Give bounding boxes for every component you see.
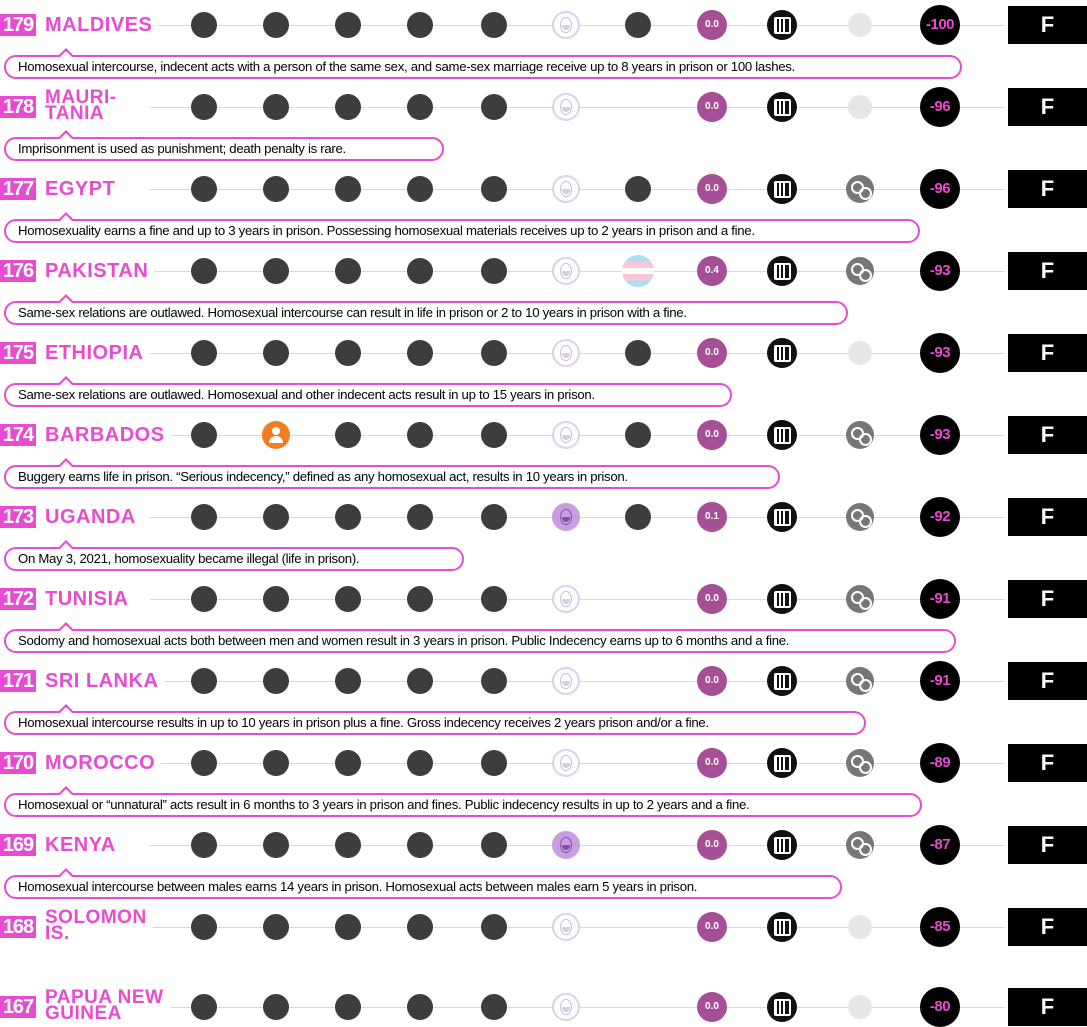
law-note: Homosexual or “unnatural” acts result in 6 months to 3 years in prison and fines. Public indecency results in up to 2 years and a fine. [4,793,922,817]
criterion-dot [407,176,433,202]
criterion-dot [481,12,507,38]
criterion-dot [481,750,507,776]
criterion-dot [191,94,217,120]
face-icon [552,11,580,39]
country-row [0,662,1087,700]
grade-box: F [1008,988,1087,1026]
country-row [0,170,1087,208]
criterion-dot [191,750,217,776]
country-row [0,6,1087,44]
prison-icon [767,992,797,1022]
law-note: Sodomy and homosexual acts both between men and women result in 3 years in prison. Public Indecency earns up to 6 months and a fine. [4,629,956,653]
criterion-dot [481,832,507,858]
grade-box: F [1008,908,1087,946]
rank-badge: 174 [0,424,36,446]
country-row [0,416,1087,454]
criterion-dot [481,340,507,366]
face-icon [552,913,580,941]
rank-badge: 173 [0,506,36,528]
law-note: Buggery earns life in prison. “Serious indecency,” defined as any homosexual act, results in 10 years in prison. [4,465,780,489]
criterion-dot [263,586,289,612]
criterion-dot [191,258,217,284]
total-score: -92 [920,497,960,537]
prison-icon [767,830,797,860]
law-note: Homosexual intercourse, indecent acts with a person of the same sex, and same-sex marriage receive up to 8 years in prison or 100 lashes. [4,55,962,79]
handcuffs-icon [846,421,874,449]
country-row [0,988,1087,1026]
total-score: -100 [920,5,960,45]
face-icon [552,749,580,777]
criterion-dot [625,422,651,448]
criterion-dot [335,914,361,940]
country-name: MAURI- TANIA [45,90,123,122]
face-icon [552,175,580,203]
criterion-dot [335,586,361,612]
criterion-dot [481,504,507,530]
face-icon [552,831,580,859]
grade-box: F [1008,662,1087,700]
criterion-dot [335,94,361,120]
rank-badge: 176 [0,260,36,282]
criterion-dot [191,504,217,530]
grade-box: F [1008,744,1087,782]
face-icon [552,257,580,285]
total-score: -85 [920,907,960,947]
criterion-dot [481,422,507,448]
face-icon [552,667,580,695]
grade-box: F [1008,416,1087,454]
grade-box: F [1008,88,1087,126]
criterion-dot [481,914,507,940]
country-name: KENYA [45,836,122,854]
criterion-dot [407,994,433,1020]
grade-box: F [1008,6,1087,44]
score-badge: 0.1 [697,502,727,532]
prison-icon [767,92,797,122]
law-note: Same-sex relations are outlawed. Homosexual intercourse can result in life in prison or 2 to 10 years in prison with a fine. [4,301,848,325]
criterion-dot [481,586,507,612]
criterion-dot [335,832,361,858]
country-row [0,252,1087,290]
criterion-dot [263,340,289,366]
grade-box: F [1008,498,1087,536]
criterion-dot [263,994,289,1020]
score-badge: 0.4 [697,256,727,286]
criterion-dot [407,340,433,366]
face-icon [552,421,580,449]
criterion-dot [263,914,289,940]
criterion-dot [263,94,289,120]
criterion-dot [481,994,507,1020]
country-row [0,498,1087,536]
rank-badge: 172 [0,588,36,610]
rank-badge: 178 [0,96,36,118]
empty-indicator [848,995,872,1019]
empty-indicator [848,341,872,365]
total-score: -87 [920,825,960,865]
score-badge: 0.0 [697,830,727,860]
criterion-dot [191,668,217,694]
country-name: PAPUA NEW GUINEA [45,990,170,1022]
face-icon [552,993,580,1021]
handcuffs-icon [846,749,874,777]
criterion-dot [191,914,217,940]
prison-icon [767,420,797,450]
rank-badge: 168 [0,916,36,938]
criterion-dot [625,176,651,202]
score-badge: 0.0 [697,912,727,942]
criterion-dot [335,12,361,38]
handcuffs-icon [846,831,874,859]
criterion-dot [407,832,433,858]
prison-icon [767,666,797,696]
face-icon [552,585,580,613]
prison-icon [767,256,797,286]
score-badge: 0.0 [697,338,727,368]
criterion-dot [625,12,651,38]
criterion-dot [407,914,433,940]
transgender-flag-icon [622,255,654,287]
criterion-dot [407,258,433,284]
handcuffs-icon [846,257,874,285]
country-name: TUNISIA [45,590,135,608]
score-badge: 0.0 [697,92,727,122]
country-row [0,908,1087,946]
law-note: Homosexuality earns a fine and up to 3 years in prison. Possessing homosexual materials receives up to 2 years in prison and a fine. [4,219,920,243]
country-name: SOLOMON IS. [45,910,153,942]
country-row [0,88,1087,126]
face-icon [552,503,580,531]
country-name: MOROCCO [45,754,161,772]
criterion-dot [191,340,217,366]
score-badge: 0.0 [697,10,727,40]
handcuffs-icon [846,667,874,695]
criterion-dot [263,258,289,284]
criterion-dot [191,12,217,38]
criterion-dot [191,994,217,1020]
rank-badge: 170 [0,752,36,774]
criterion-dot [191,586,217,612]
criterion-dot [407,94,433,120]
grade-box: F [1008,170,1087,208]
criterion-dot [335,504,361,530]
criterion-dot [335,994,361,1020]
country-row [0,334,1087,372]
total-score: -89 [920,743,960,783]
law-note: Same-sex relations are outlawed. Homosexual and other indecent acts result in up to 15 years in prison. [4,383,732,407]
empty-indicator [848,915,872,939]
criterion-dot [407,586,433,612]
criterion-dot [263,176,289,202]
prison-icon [767,502,797,532]
law-note: Homosexual intercourse between males earns 14 years in prison. Homosexual acts between males earn 5 years in prison. [4,875,842,899]
criterion-dot [263,504,289,530]
country-name: SRI LANKA [45,672,164,690]
law-note: Imprisonment is used as punishment; death penalty is rare. [4,137,444,161]
prison-icon [767,584,797,614]
criterion-dot [335,422,361,448]
rank-badge: 175 [0,342,36,364]
criterion-dot [335,340,361,366]
criterion-dot [481,258,507,284]
total-score: -93 [920,333,960,373]
empty-indicator [848,95,872,119]
score-badge: 0.0 [697,992,727,1022]
country-name: PAKISTAN [45,262,154,280]
criterion-dot [407,12,433,38]
total-score: -80 [920,987,960,1027]
criterion-dot [481,94,507,120]
law-note: Homosexual intercourse results in up to 10 years in prison plus a fine. Gross indecency receives 2 years prison and/or a fine. [4,711,866,735]
total-score: -91 [920,579,960,619]
law-note: On May 3, 2021, homosexuality became illegal (life in prison). [4,547,464,571]
criterion-dot [407,504,433,530]
empty-indicator [848,13,872,37]
rank-badge: 177 [0,178,36,200]
handcuffs-icon [846,585,874,613]
country-name: BARBADOS [45,426,171,444]
criterion-dot [407,668,433,694]
person-icon [262,421,290,449]
face-icon [552,339,580,367]
criterion-dot [335,750,361,776]
grade-box: F [1008,580,1087,618]
country-row [0,826,1087,864]
criterion-dot [263,12,289,38]
criterion-dot [625,504,651,530]
country-row [0,744,1087,782]
score-badge: 0.0 [697,748,727,778]
criterion-dot [407,422,433,448]
criterion-dot [191,176,217,202]
country-name: ETHIOPIA [45,344,149,362]
criterion-dot [191,832,217,858]
criterion-dot [335,258,361,284]
rank-badge: 179 [0,14,36,36]
country-name: MALDIVES [45,16,158,34]
criterion-dot [263,668,289,694]
country-row [0,580,1087,618]
score-badge: 0.0 [697,174,727,204]
prison-icon [767,748,797,778]
rank-badge: 171 [0,670,36,692]
prison-icon [767,338,797,368]
face-icon [552,93,580,121]
rank-badge: 167 [0,996,36,1018]
prison-icon [767,174,797,204]
score-badge: 0.0 [697,420,727,450]
criterion-dot [481,176,507,202]
rank-badge: 169 [0,834,36,856]
grade-box: F [1008,252,1087,290]
grade-box: F [1008,826,1087,864]
country-name: EGYPT [45,180,121,198]
total-score: -96 [920,169,960,209]
criterion-dot [625,340,651,366]
criterion-dot [481,668,507,694]
handcuffs-icon [846,175,874,203]
score-badge: 0.0 [697,584,727,614]
criterion-dot [407,750,433,776]
criterion-dot [335,176,361,202]
criterion-dot [335,668,361,694]
criterion-dot [263,750,289,776]
criterion-dot [263,832,289,858]
grade-box: F [1008,334,1087,372]
total-score: -93 [920,251,960,291]
handcuffs-icon [846,503,874,531]
country-name: UGANDA [45,508,142,526]
prison-icon [767,912,797,942]
prison-icon [767,10,797,40]
total-score: -96 [920,87,960,127]
score-badge: 0.0 [697,666,727,696]
criterion-dot [191,422,217,448]
total-score: -93 [920,415,960,455]
total-score: -91 [920,661,960,701]
